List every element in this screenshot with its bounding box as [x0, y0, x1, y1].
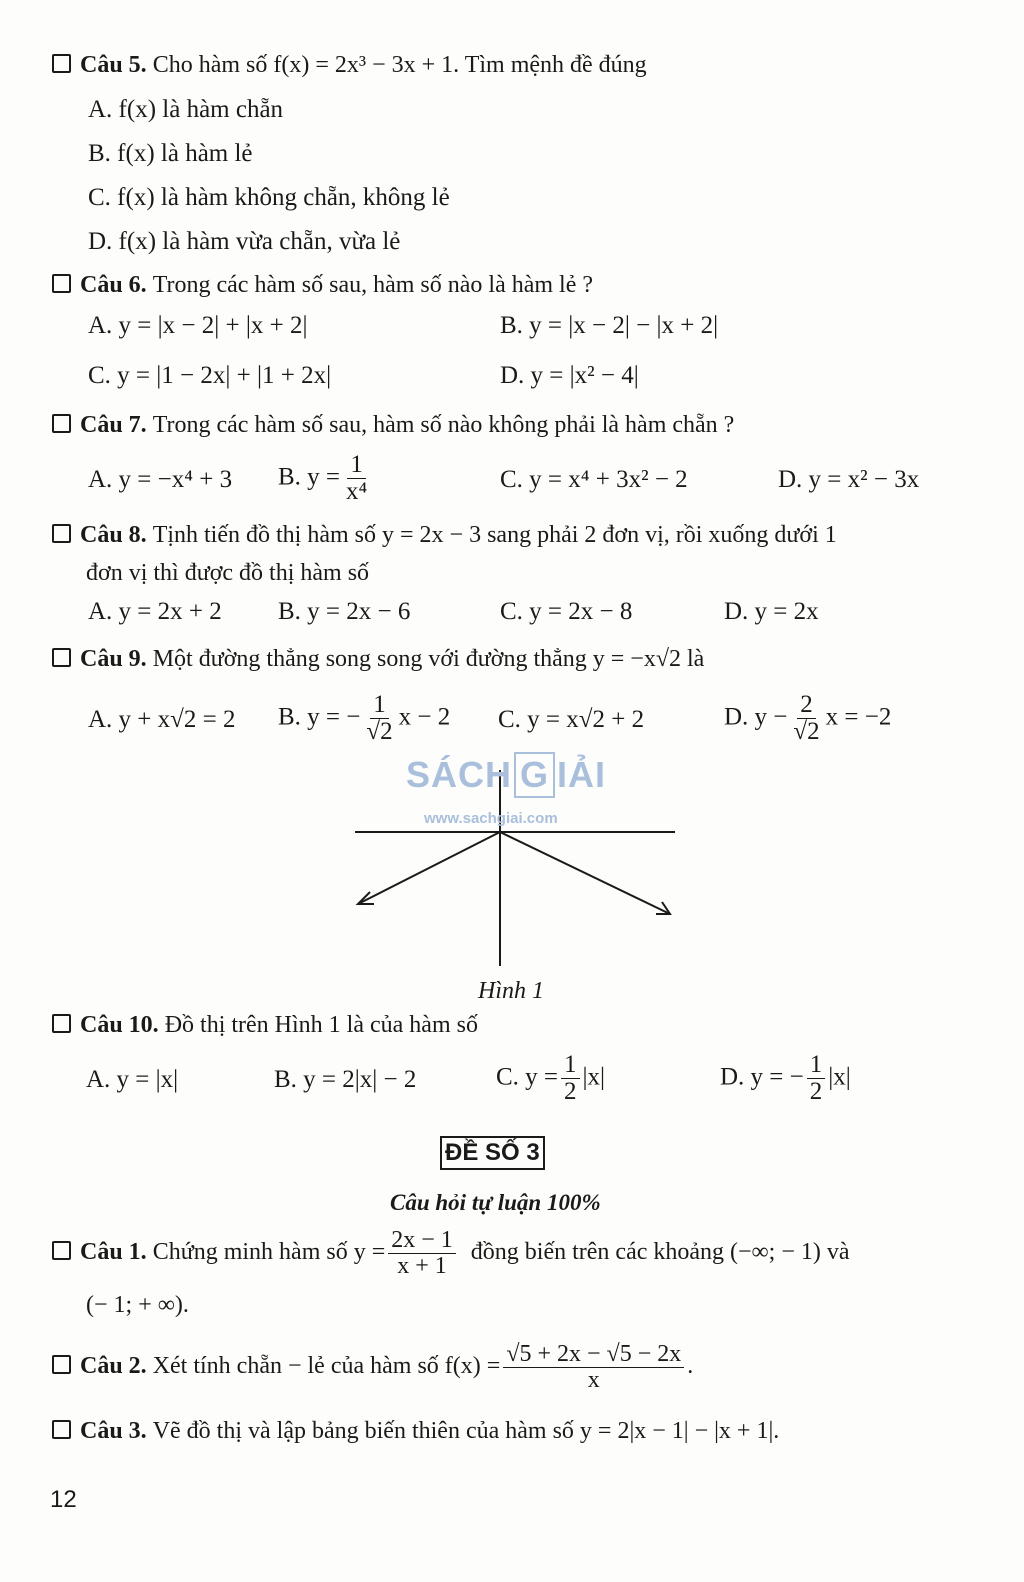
denominator: 2 [564, 1078, 577, 1106]
denominator: 2 [809, 1078, 823, 1106]
option-a: A. y + x√2 = 2 [88, 706, 236, 733]
option-c: C. y = 2x − 8 [500, 598, 633, 625]
checkbox-icon [52, 54, 71, 73]
question-label: Câu 9. [80, 646, 147, 672]
watermark-text: SÁCH [406, 754, 513, 795]
checkbox-icon [52, 524, 71, 543]
fraction [561, 1052, 580, 1106]
option-prefix: C. y = [496, 1063, 559, 1091]
question-label: Câu 2. [80, 1353, 147, 1380]
checkbox-icon [52, 414, 71, 433]
numerator: 1 [370, 692, 389, 719]
option-a: A. y = |x| [86, 1066, 179, 1093]
denominator: x + 1 [397, 1253, 447, 1280]
problem-2 [52, 1342, 693, 1393]
question-10-stem [52, 1012, 478, 1039]
option-c: C. y = x⁴ + 3x² − 2 [500, 466, 688, 493]
question-text: Cho hàm số f(x) = 2x³ − 3x + 1. Tìm mệnh đề đúng [152, 52, 647, 78]
option-c: C. f(x) là hàm không chẵn, không lẻ [88, 184, 450, 211]
option-prefix: B. y = − [278, 703, 361, 731]
option-d: D. y = |x² − 4| [500, 362, 639, 389]
figure-graph [340, 770, 690, 970]
section-subtitle: Câu hỏi tự luận 100% [390, 1190, 601, 1215]
question-label: Câu 10. [80, 1012, 159, 1038]
option-b: B. f(x) là hàm lẻ [88, 140, 253, 167]
option-a: A. y = |x − 2| + |x + 2| [88, 312, 308, 339]
fraction [790, 692, 822, 746]
question-8-stem-cont: đơn vị thì được đồ thị hàm số [86, 560, 370, 586]
option-b: B. y = |x − 2| − |x + 2| [500, 312, 719, 339]
option-b [278, 692, 450, 746]
question-label: Câu 3. [80, 1418, 147, 1444]
option-a: A. f(x) là hàm chẵn [88, 96, 284, 123]
question-text: Đồ thị trên Hình 1 là của hàm số [164, 1012, 478, 1038]
option-a: A. y = −x⁴ + 3 [88, 466, 233, 493]
option-d [720, 1052, 851, 1106]
numerator: 1 [561, 1052, 580, 1079]
denominator: √2 [793, 718, 820, 746]
option-d: D. f(x) là hàm vừa chẵn, vừa lẻ [88, 228, 401, 255]
question-label: Câu 7. [80, 412, 147, 438]
question-text: Tịnh tiến đồ thị hàm số y = 2x − 3 sang phải 2 đơn vị, rồi xuống dưới 1 [152, 522, 837, 548]
checkbox-icon [52, 648, 71, 667]
option-b: B. y = 2|x| − 2 [274, 1066, 417, 1093]
option-prefix: D. y − [724, 703, 788, 731]
numerator: √5 + 2x − √5 − 2x [503, 1342, 684, 1368]
question-label: Câu 1. [80, 1239, 147, 1266]
question-text: Chứng minh hàm số y = [152, 1239, 386, 1266]
option-prefix: B. y = [278, 463, 341, 491]
right-branch [500, 832, 670, 914]
problem-3 [52, 1418, 779, 1445]
denominator: √2 [366, 718, 393, 746]
question-label: Câu 8. [80, 522, 147, 548]
checkbox-icon [52, 1420, 71, 1439]
numerator: 2 [797, 692, 816, 719]
option-b [278, 452, 373, 506]
question-text: Trong các hàm số sau, hàm số nào là hàm lẻ ? [152, 272, 594, 298]
question-9-stem [52, 646, 704, 673]
question-label: Câu 6. [80, 272, 147, 298]
option-d: D. y = 2x [724, 598, 819, 625]
option-d: D. y = x² − 3x [778, 466, 920, 493]
fraction [363, 692, 395, 746]
fraction [343, 452, 370, 506]
checkbox-icon [52, 274, 71, 293]
option-suffix: x − 2 [398, 703, 451, 731]
denominator: x [587, 1367, 600, 1394]
checkbox-icon [52, 1014, 71, 1033]
option-suffix: |x| [582, 1063, 606, 1091]
watermark-g: G [514, 752, 555, 798]
question-text-end: . [687, 1353, 694, 1380]
option-c: C. y = |1 − 2x| + |1 + 2x| [88, 362, 332, 389]
question-text: Một đường thẳng song song với đường thẳng y = −x√2 là [152, 646, 705, 672]
question-6-stem [52, 272, 593, 299]
numerator: 1 [807, 1052, 826, 1079]
numerator: 2x − 1 [388, 1228, 456, 1254]
option-suffix: x = −2 [825, 703, 892, 731]
checkbox-icon [52, 1355, 71, 1374]
option-d [724, 692, 891, 746]
checkbox-icon [52, 1241, 71, 1260]
numerator: 1 [347, 452, 366, 479]
watermark-logo [406, 752, 606, 798]
denominator: x⁴ [346, 478, 368, 506]
problem-1-cont: (− 1; + ∞). [86, 1292, 189, 1318]
option-c: C. y = x√2 + 2 [498, 706, 645, 733]
question-label: Câu 5. [80, 52, 147, 78]
fraction [503, 1342, 684, 1393]
option-c [496, 1052, 605, 1106]
watermark-text-tail: IẢI [557, 754, 607, 795]
problem-1 [52, 1228, 850, 1279]
page-number: 12 [50, 1486, 77, 1513]
section-title: ĐỀ SỐ 3 [440, 1136, 545, 1170]
option-b: B. y = 2x − 6 [278, 598, 411, 625]
watermark-url: www.sachgiai.com [424, 810, 558, 827]
question-text: Vẽ đồ thị và lập bảng biến thiên của hàm số y = 2|x − 1| − |x + 1|. [152, 1418, 780, 1444]
figure-caption: Hình 1 [478, 978, 544, 1004]
option-prefix: D. y = − [720, 1063, 804, 1091]
fraction [388, 1228, 456, 1279]
question-text-cont: đồng biến trên các khoảng (−∞; − 1) và [470, 1239, 850, 1266]
left-branch [358, 832, 500, 904]
question-text: Xét tính chẵn − lẻ của hàm số f(x) = [152, 1353, 501, 1380]
question-text: Trong các hàm số sau, hàm số nào không phải là hàm chẵn ? [152, 412, 735, 438]
fraction [807, 1052, 826, 1106]
option-a: A. y = 2x + 2 [88, 598, 222, 625]
question-5-stem [52, 52, 647, 79]
question-7-stem [52, 412, 734, 439]
option-suffix: |x| [828, 1063, 851, 1091]
question-8-stem [52, 522, 837, 549]
